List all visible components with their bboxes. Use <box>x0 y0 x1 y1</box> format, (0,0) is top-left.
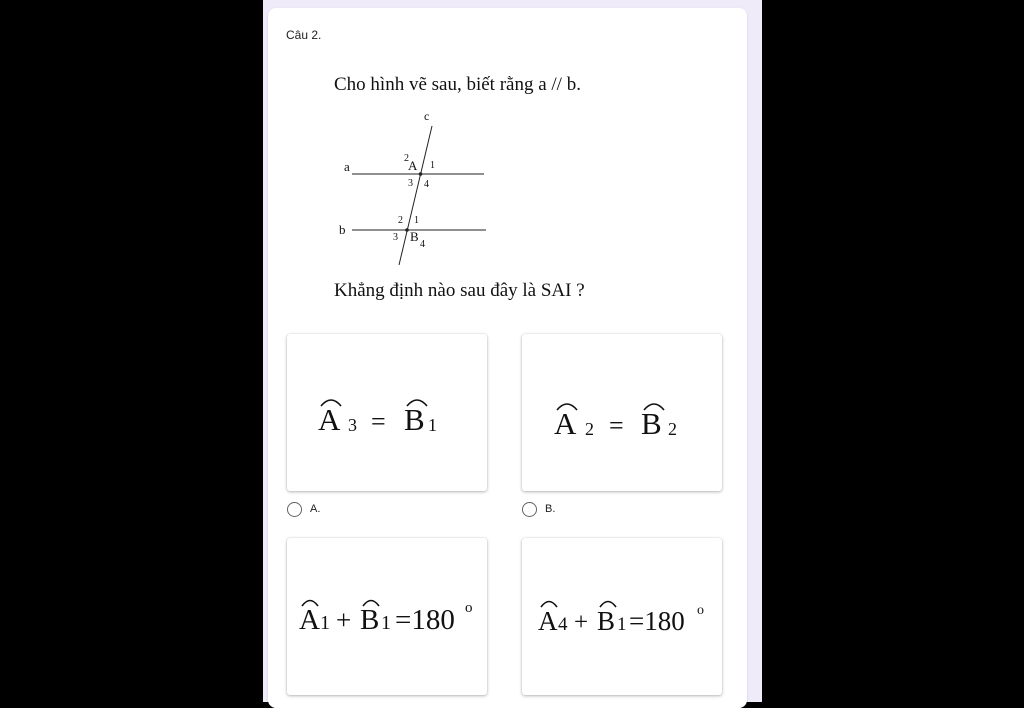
formula-lhs-sub: 3 <box>348 415 357 435</box>
label-point-A: A <box>408 158 418 173</box>
point-b-dot <box>405 228 409 232</box>
option-a-label: A. <box>310 503 321 515</box>
formula-lhs-sub: 1 <box>320 612 330 634</box>
option-b-formula <box>522 334 722 491</box>
option-d-image-card[interactable] <box>522 538 722 695</box>
option-a-formula <box>287 334 487 491</box>
label-c: c <box>424 109 430 123</box>
formula-suffix: =180 <box>395 604 455 636</box>
formula-rhs-letter: B <box>597 606 616 636</box>
formula-lhs-letter: A <box>554 406 577 441</box>
angle-b4: 4 <box>420 239 425 250</box>
formula-rhs-letter: B <box>404 402 425 437</box>
angle-b2: 2 <box>398 215 403 226</box>
question-sub-prompt: Khẳng định nào sau đây là SAI ? <box>334 280 585 301</box>
degree-mark: o <box>697 603 704 618</box>
point-a-dot <box>419 172 423 176</box>
formula-rhs-sub: 1 <box>617 614 627 635</box>
formula-lhs-letter: A <box>299 604 320 636</box>
line-c <box>399 126 432 265</box>
degree-mark: o <box>465 600 473 616</box>
option-c-formula <box>287 538 487 695</box>
question-image <box>330 68 630 308</box>
option-b-image-card[interactable] <box>522 334 722 491</box>
formula-operator: = <box>609 411 624 440</box>
label-point-B: B <box>410 229 419 244</box>
formula-operator: = <box>371 407 386 436</box>
formula-operator: + <box>336 605 352 635</box>
label-b: b <box>339 222 346 237</box>
option-b-label: B. <box>545 503 556 515</box>
option-a-radio[interactable] <box>287 502 302 517</box>
question-number: Câu 2. <box>286 28 322 42</box>
option-a-image-card[interactable] <box>287 334 487 491</box>
formula-suffix: =180 <box>629 606 685 636</box>
angle-a3: 3 <box>408 178 413 189</box>
formula-rhs-sub: 1 <box>428 415 437 435</box>
angle-a2: 2 <box>404 153 409 164</box>
question-prompt: Cho hình vẽ sau, biết rằng a // b. <box>334 74 581 95</box>
formula-rhs-letter: B <box>360 604 380 636</box>
angle-b1: 1 <box>414 215 419 226</box>
parallel-lines-diagram <box>330 68 630 308</box>
option-c-image-card[interactable] <box>287 538 487 695</box>
formula-rhs-letter: B <box>641 406 662 441</box>
formula-lhs-letter: A <box>318 402 341 437</box>
formula-lhs-sub: 4 <box>558 614 568 635</box>
formula-lhs-sub: 2 <box>585 419 594 439</box>
formula-lhs-letter: A <box>538 606 558 636</box>
formula-operator: + <box>574 609 589 636</box>
label-a: a <box>344 159 350 174</box>
formula-rhs-sub: 1 <box>381 612 391 634</box>
formula-rhs-sub: 2 <box>668 419 677 439</box>
angle-a1: 1 <box>430 160 435 171</box>
angle-b3: 3 <box>393 232 398 243</box>
option-b-radio[interactable] <box>522 502 537 517</box>
option-d-formula <box>522 538 722 695</box>
angle-a4: 4 <box>424 179 429 190</box>
